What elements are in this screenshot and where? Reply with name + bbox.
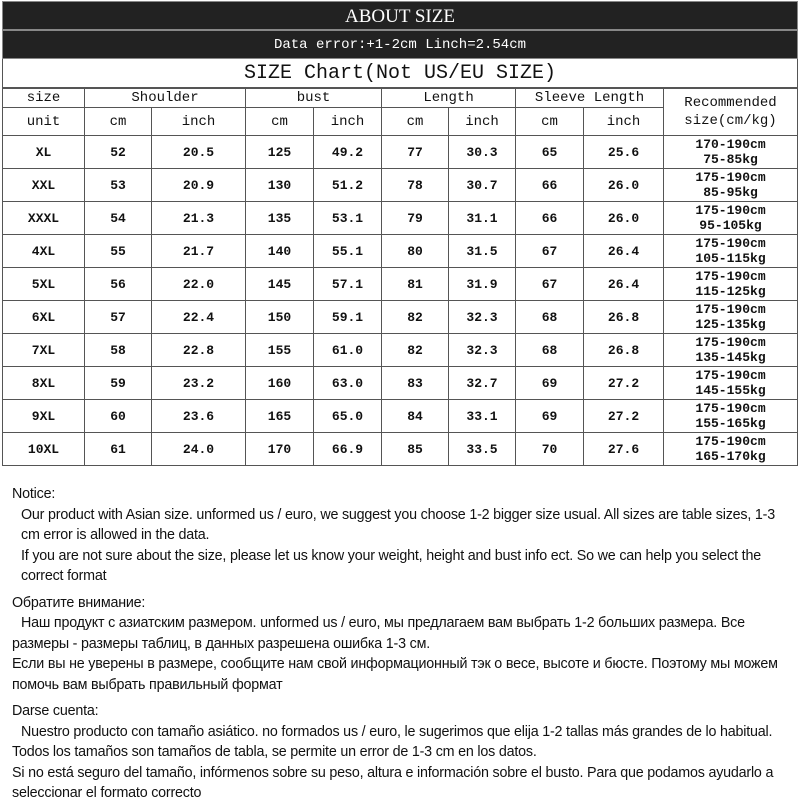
measurement-cell: 32.7 [449, 367, 516, 400]
size-label: 5XL [3, 268, 85, 301]
measurement-cell: 170 [246, 433, 314, 466]
measurement-cell: 69 [516, 367, 584, 400]
measurement-cell: 59.1 [314, 301, 382, 334]
recommended-size-cell [664, 334, 798, 367]
recommended-weight: 95-105kg [699, 218, 762, 233]
unit-cm: cm [516, 108, 584, 136]
measurement-cell: 125 [246, 136, 314, 169]
size-label: 8XL [3, 367, 85, 400]
recommended-weight: 75-85kg [703, 152, 758, 167]
measurement-cell: 140 [246, 235, 314, 268]
measurement-cell: 67 [516, 268, 584, 301]
size-label: XXL [3, 169, 85, 202]
size-label: XL [3, 136, 85, 169]
recommended-size-cell [664, 169, 798, 202]
unit-inch: inch [584, 108, 664, 136]
measurement-cell: 135 [246, 202, 314, 235]
notice-line: Our product with Asian size. unformed us / euro, we suggest you choose 1-2 bigger size usual. All sizes are table sizes, 1-3 cm error is allowed in the data. [21, 506, 775, 543]
measurement-cell: 67 [516, 235, 584, 268]
measurement-cell: 26.8 [584, 301, 664, 334]
measurement-cell: 83 [382, 367, 449, 400]
header-bust: bust [246, 89, 382, 108]
measurement-cell: 55 [85, 235, 152, 268]
recommended-size-cell [664, 268, 798, 301]
measurement-cell: 85 [382, 433, 449, 466]
header-shoulder: Shoulder [85, 89, 246, 108]
measurement-cell: 66 [516, 169, 584, 202]
measurement-cell: 61 [85, 433, 152, 466]
measurement-cell: 33.5 [449, 433, 516, 466]
recommended-height: 175-190cm [695, 170, 766, 185]
notice-line: Nuestro producto con tamaño asiático. no formados us / euro, le sugerimos que elija 1-2 tallas más grandes de lo habitual. Todos los tamaños son tamaños de tabla, se permite un error de 1-3 cm en los datos. [12, 723, 773, 760]
measurement-cell: 57 [85, 301, 152, 334]
size-label: 10XL [3, 433, 85, 466]
recommended-height: 175-190cm [695, 368, 766, 383]
size-label: 7XL [3, 334, 85, 367]
measurement-cell: 77 [382, 136, 449, 169]
size-label: 9XL [3, 400, 85, 433]
notice-heading: Notice: [12, 486, 56, 502]
notice-russian [12, 593, 797, 696]
measurement-cell: 68 [516, 301, 584, 334]
recommended-height: 175-190cm [695, 434, 766, 449]
recommended-size-cell [664, 202, 798, 235]
measurement-cell: 30.7 [449, 169, 516, 202]
measurement-cell: 53 [85, 169, 152, 202]
recommended-weight: 165-170kg [695, 449, 766, 464]
recommended-weight: 105-115kg [695, 251, 766, 266]
recommended-weight: 115-125kg [695, 284, 766, 299]
measurement-cell: 80 [382, 235, 449, 268]
measurement-cell: 66.9 [314, 433, 382, 466]
size-label: 6XL [3, 301, 85, 334]
notice-heading: Обратите внимание: [12, 594, 146, 611]
recommended-size-cell [664, 400, 798, 433]
unit-inch: inch [449, 108, 516, 136]
recommended-size-cell [664, 433, 798, 466]
measurement-cell: 82 [382, 334, 449, 367]
measurement-cell: 145 [246, 268, 314, 301]
unit-inch: inch [152, 108, 246, 136]
measurement-cell: 22.0 [152, 268, 246, 301]
notice-spanish [12, 701, 797, 804]
measurement-cell: 69 [516, 400, 584, 433]
header-recommended-size: Recommended size(cm/kg) [664, 89, 798, 136]
measurement-cell: 27.2 [584, 400, 664, 433]
size-table [2, 88, 798, 466]
measurement-cell: 31.5 [449, 235, 516, 268]
measurement-cell: 160 [246, 367, 314, 400]
table-row [3, 433, 798, 466]
measurement-cell: 58 [85, 334, 152, 367]
recommended-size-cell [664, 301, 798, 334]
measurement-cell: 78 [382, 169, 449, 202]
measurement-cell: 52 [85, 136, 152, 169]
table-row [3, 268, 798, 301]
measurement-cell: 51.2 [314, 169, 382, 202]
recommended-height: 175-190cm [695, 401, 766, 416]
measurement-cell: 150 [246, 301, 314, 334]
measurement-cell: 53.1 [314, 202, 382, 235]
recommended-size-cell [664, 235, 798, 268]
measurement-cell: 22.4 [152, 301, 246, 334]
recommended-weight: 135-145kg [695, 350, 766, 365]
notice-line: Если вы не уверены в размере, сообщите нам свой информационный тэк о весе, высоте и бюсте. Поэтому мы можем помочь вам выбрать правильный формат [12, 656, 778, 693]
table-row [3, 136, 798, 169]
notice-english [12, 484, 797, 587]
measurement-cell: 26.4 [584, 268, 664, 301]
notice-line: Si no está seguro del tamaño, infórmenos sobre su peso, altura e información sobre el busto. Para que podamos ayudarlo a seleccionar el formato correcto [12, 764, 774, 801]
measurement-cell: 60 [85, 400, 152, 433]
recommended-weight: 155-165kg [695, 416, 766, 431]
notes-section [12, 484, 797, 810]
measurement-cell: 26.8 [584, 334, 664, 367]
measurement-cell: 155 [246, 334, 314, 367]
measurement-cell: 79 [382, 202, 449, 235]
recommended-size-cell [664, 136, 798, 169]
measurement-cell: 65.0 [314, 400, 382, 433]
measurement-cell: 32.3 [449, 301, 516, 334]
measurement-cell: 84 [382, 400, 449, 433]
measurement-cell: 70 [516, 433, 584, 466]
recommended-height: 175-190cm [695, 335, 766, 350]
header-size: size [3, 89, 85, 108]
table-row [3, 367, 798, 400]
recommended-weight: 145-155kg [695, 383, 766, 398]
notice-line: If you are not sure about the size, please let us know your weight, height and bust info ect. So we can help you select the correct format [21, 547, 761, 584]
measurement-cell: 63.0 [314, 367, 382, 400]
measurement-cell: 59 [85, 367, 152, 400]
measurement-cell: 27.6 [584, 433, 664, 466]
recommended-weight: 125-135kg [695, 317, 766, 332]
measurement-cell: 26.4 [584, 235, 664, 268]
size-label: XXXL [3, 202, 85, 235]
header-unit: unit [3, 108, 85, 136]
measurement-cell: 56 [85, 268, 152, 301]
recommended-weight: 85-95kg [703, 185, 758, 200]
measurement-cell: 25.6 [584, 136, 664, 169]
recommended-height: 175-190cm [695, 203, 766, 218]
measurement-cell: 165 [246, 400, 314, 433]
measurement-cell: 57.1 [314, 268, 382, 301]
measurement-cell: 66 [516, 202, 584, 235]
table-row [3, 235, 798, 268]
recommended-height: 175-190cm [695, 236, 766, 251]
measurement-cell: 20.5 [152, 136, 246, 169]
measurement-cell: 21.3 [152, 202, 246, 235]
measurement-cell: 32.3 [449, 334, 516, 367]
table-row [3, 334, 798, 367]
unit-cm: cm [85, 108, 152, 136]
measurement-cell: 61.0 [314, 334, 382, 367]
measurement-cell: 30.3 [449, 136, 516, 169]
header-length: Length [382, 89, 516, 108]
measurement-cell: 27.2 [584, 367, 664, 400]
header-sleeve-length: Sleeve Length [516, 89, 664, 108]
measurement-cell: 49.2 [314, 136, 382, 169]
measurement-cell: 82 [382, 301, 449, 334]
table-row [3, 400, 798, 433]
recommended-height: 170-190cm [695, 137, 766, 152]
unit-inch: inch [314, 108, 382, 136]
measurement-cell: 54 [85, 202, 152, 235]
measurement-cell: 23.6 [152, 400, 246, 433]
measurement-cell: 26.0 [584, 169, 664, 202]
table-row [3, 169, 798, 202]
size-label: 4XL [3, 235, 85, 268]
measurement-cell: 81 [382, 268, 449, 301]
table-row [3, 301, 798, 334]
recommended-size-cell [664, 367, 798, 400]
recommended-height: 175-190cm [695, 302, 766, 317]
about-size-title: ABOUT SIZE [2, 1, 798, 30]
size-chart-title: SIZE Chart(Not US/EU SIZE) [2, 59, 798, 88]
measurement-cell: 21.7 [152, 235, 246, 268]
measurement-cell: 68 [516, 334, 584, 367]
header-row-groups [3, 89, 798, 108]
measurement-cell: 26.0 [584, 202, 664, 235]
measurement-cell: 33.1 [449, 400, 516, 433]
measurement-cell: 24.0 [152, 433, 246, 466]
unit-cm: cm [382, 108, 449, 136]
measurement-cell: 31.9 [449, 268, 516, 301]
data-error-note: Data error:+1-2cm Linch=2.54cm [2, 30, 798, 59]
measurement-cell: 23.2 [152, 367, 246, 400]
measurement-cell: 20.9 [152, 169, 246, 202]
measurement-cell: 130 [246, 169, 314, 202]
notice-line: Наш продукт с азиатским размером. unformed us / euro, мы предлагаем вам выбрать 1-2 больших размера. Все размеры - размеры таблиц, в данных разрешена ошибка 1-3 см. [12, 615, 745, 652]
measurement-cell: 65 [516, 136, 584, 169]
table-row [3, 202, 798, 235]
measurement-cell: 55.1 [314, 235, 382, 268]
measurement-cell: 31.1 [449, 202, 516, 235]
measurement-cell: 22.8 [152, 334, 246, 367]
notice-heading: Darse cuenta: [12, 703, 99, 719]
size-chart-sheet [2, 1, 798, 466]
recommended-height: 175-190cm [695, 269, 766, 284]
unit-cm: cm [246, 108, 314, 136]
